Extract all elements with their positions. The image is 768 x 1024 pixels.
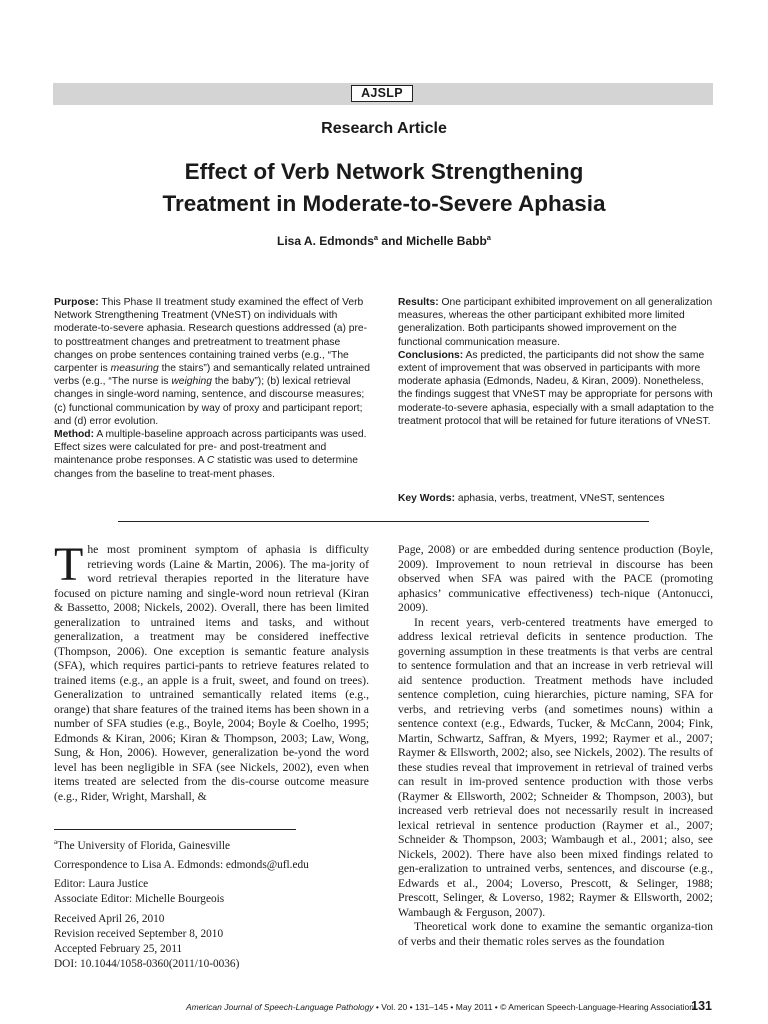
- footnote-doi: DOI: 10.1044/1058-0360(2011/10-0036): [54, 958, 240, 971]
- page-footer: [54, 1002, 694, 1012]
- abstract-text: This Phase II treatment study examined the effect of Verb Network Strengthening Treatment (VNeST) on individuals with moderate-to-severe aphasia. Research questions addressed (a) pre- to posttreatment changes and pretreatment to treatment phase changes on probe sentences containing trained verbs (e.g., “The carpenter is: [54, 297, 368, 375]
- section-label: Conclusions:: [398, 349, 464, 361]
- keywords-text: aphasia, verbs, treatment, VNeST, sentences: [455, 493, 665, 504]
- footnote-accepted: Accepted February 25, 2011: [54, 942, 183, 955]
- footnote-correspondence: Correspondence to Lisa A. Edmonds: edmonds@ufl.edu: [54, 858, 309, 871]
- affiliation-marker: a: [373, 233, 379, 242]
- body-paragraph: Theoretical work done to examine the semantic organiza-tion of verbs and their thematic roles serves as the foundation: [398, 920, 713, 948]
- abstract-right-column: [398, 296, 716, 428]
- keywords: [398, 493, 728, 504]
- abstract-italic: C: [206, 455, 215, 467]
- body-paragraph: [54, 538, 369, 804]
- section-label: Results:: [398, 297, 439, 308]
- section-label: Purpose:: [54, 297, 99, 308]
- abstract-purpose: [54, 296, 372, 428]
- abstract-left-column: [54, 296, 372, 481]
- body-text: he most prominent symptom of aphasia is difficulty retrieving words (Laine & Martin, 2006). The ma-jority of word retrieval therapies reported in the literature have focused on picture naming and single-word noun retrieval (Kiran & Bassetto, 2008; Nickels, 2002). Overall, there has been limited generalization to untrained items and tasks, and without generalization, a treatment may be considered ineffective (Thompson, 2006). One exception is semantic feature analysis (SFA), which requires partici-pants to retrieve features related to trained items (e.g., an apple is a fruit, sweet, and found on trees). Generalization to untrained semantically related items (e.g., orange) that share features of the trained items has been shown in a number of SFA studies (e.g., Boyle, 2004; Boyle & Coelho, 1995; Edmonds & Kiran, 2006; Kiran & Thompson, 2003; Law, Wong, Sung, & Hon, 2006). However, generalization be-yond the word level has been negligible in SFA (see Nickels, 2002), even when items treated are selected from the dis-course outcome measure (e.g., Rider, Wright, Marshall, &: [54, 543, 369, 803]
- footnote-received: Received April 26, 2010: [54, 912, 165, 925]
- abstract-text: One participant exhibited improvement on all generalization measures, whereas the other participant exhibited more limited generalization. Both participants showed improvement on the functional communication measure.: [398, 297, 713, 348]
- footer-details: • Vol. 20 • 131–145 • May 2011 • © American Speech-Language-Hearing Association: [373, 1002, 694, 1012]
- body-paragraph: Page, 2008) or are embedded during sentence production (Boyle, 2009). Improvement to noun retrieval in discourse has been observed when SFA was paired with the PACE (promoting aphasics’ communicative effectiveness) tech-nique (Antonucci, 2009).: [398, 543, 713, 614]
- section-divider: [118, 521, 649, 522]
- abstract-results: [398, 296, 716, 349]
- abstract-text: statistic was used to determine changes from the baseline to treat-ment phases.: [54, 455, 358, 480]
- abstract-italic: weighing: [171, 376, 212, 388]
- footnote-revision: Revision received September 8, 2010: [54, 927, 224, 940]
- article-title: [0, 156, 768, 220]
- abstract-italic: measuring: [110, 363, 159, 375]
- footnote-editor: Editor: Laura Justice: [54, 878, 149, 891]
- page-number: 131: [691, 999, 712, 1013]
- body-right-column: [398, 543, 713, 949]
- author-name: Michelle Babb: [406, 234, 487, 248]
- title-line: Effect of Verb Network Strengthening: [184, 159, 584, 184]
- author-name: Lisa A. Edmonds: [277, 234, 374, 248]
- author-conjunction: and: [378, 234, 407, 248]
- footer-journal-name: American Journal of Speech-Language Pathology: [185, 1002, 374, 1012]
- abstract-conclusions: [398, 349, 716, 428]
- abstract-text: As predicted, the participants did not show the same extent of improvement that was observed in participants with more moderate aphasia (Edmonds, Nadeu, & Kiran, 2009). Nonetheless, the findings suggest that VNeST may be appropriate for persons with moderate-to-severe aphasia, especially with a small adaptation to the treatment protocol that will be retained for future iterations of VNeST.: [398, 349, 714, 427]
- drop-cap: T: [54, 538, 84, 591]
- title-line: Treatment in Moderate-to-Severe Aphasia: [162, 191, 606, 216]
- abstract-method: [54, 428, 372, 481]
- footnotes: [54, 835, 374, 972]
- footnote-text: The University of Florida, Gainesville: [57, 839, 230, 852]
- author-list: [0, 233, 768, 248]
- footnote-affiliation: [54, 835, 374, 854]
- abstract-text: the baby”); (b) lexical retrieval changes in single-word naming, sentence, and discourse measures; (c) functional communication by way of proxy and participant report; and (d) error evolution.: [54, 376, 365, 427]
- journal-badge: AJSLP: [351, 85, 413, 102]
- footnote-associate-editor: Associate Editor: Michelle Bourgeois: [54, 893, 225, 906]
- affiliation-marker: a: [486, 233, 491, 242]
- body-paragraph: In recent years, verb-centered treatments have emerged to address lexical retrieval deficits in sentence production. The governing assumption in these treatments is that verbs are central to sentence formulation and that an increase in verb retrieval will aid sentence production. Treatment methods have included sentence completion, cuing hierarchies, picture naming, SFA for verbs, and retrieving verbs (and sometimes nouns) within a sentence context (e.g., Edwards, Tucker, & McCann, 2004; Fink, Martin, Schwartz, Saffran, & Myers, 1992; Raymer et al., 2007; Raymer & Ellsworth, 2002; also, see Nickels, 2002). The results of these studies reveal that improvement in retrieval of trained verbs can result in im-proved sentence production with those verbs (Raymer & Ellsworth, 2002; Schneider & Thompson, 2003), but increased verb retrieval does not necessarily result in increased lexical retrieval in sentence production (Raymer et al., 2007; Schneider & Thompson, 2003; Wambaugh et al., 2001; also, see Nickels, 2002). There have also been mixed findings related to gen-eralization to untrained verbs, sentences, and discourse (e.g., Edwards et al., 2004; Loverso, Prescott, & Selinger, 1988; Prescott, Selinger, & Loverso, 1982; Raymer & Ellsworth, 2002; Wambaugh & Ferguson, 2007).: [398, 615, 713, 919]
- section-label: Method:: [54, 429, 95, 441]
- section-label: Key Words:: [398, 493, 456, 504]
- body-left-column: [54, 538, 369, 804]
- article-type: Research Article: [321, 120, 447, 137]
- affiliation-marker: a: [54, 838, 58, 846]
- footnote-divider: [54, 829, 296, 830]
- abstract-text: A multiple-baseline approach across participants was used. Effect sizes were calculated for pre- and post-treatment and maintenance probe responses. A: [54, 429, 367, 467]
- abstract-text: the stairs”) and semantically related untrained verbs (e.g., “The nurse is: [54, 363, 370, 388]
